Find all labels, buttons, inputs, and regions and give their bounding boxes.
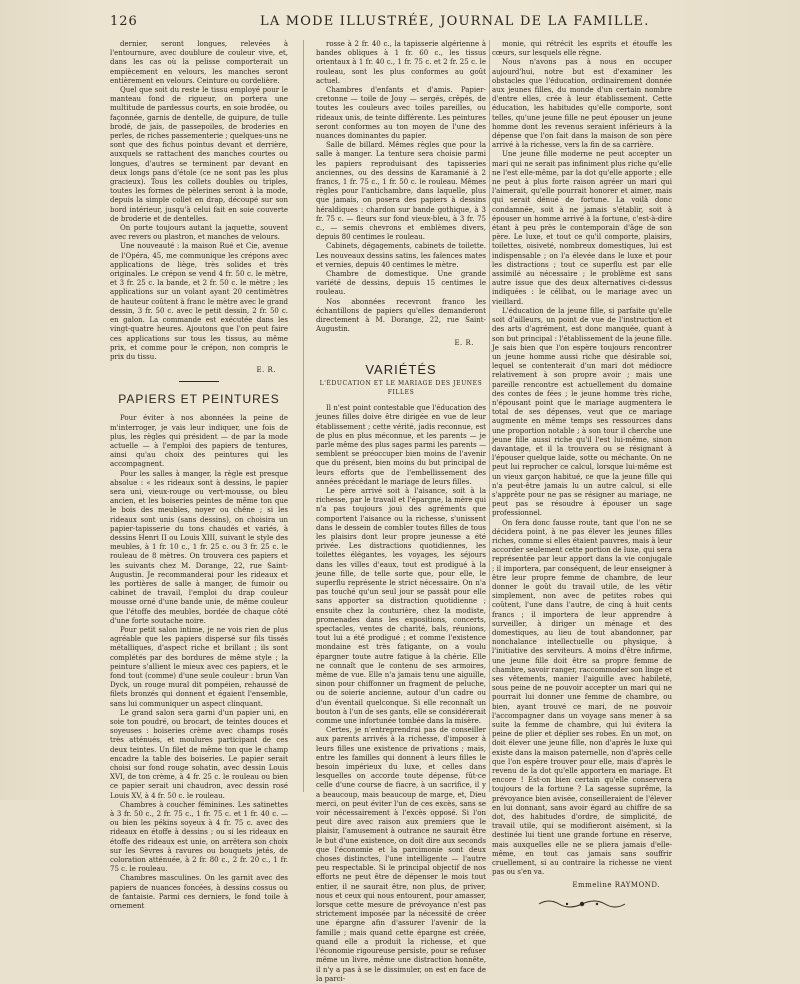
paragraph: Le grand salon sera garni d'un papier uni, en soie ton poudré, ou brocart, de teintes douces et soyeuses : boiseries crème avec champs rosés très atténués, et moulures participant de ces deux teintes. Un filet de même ton que le champ encadre la table des boiseries. Le papier serait choisi sur fond rouge sohatin, avec dessin Louis XVI, de ton crème, à 4 fr. 25 c. le rouleau ou bien ce papier serait uni chaudron, avec dessin rosé Louis XV, à 4 fr. 50 c. le rouleau. bbox=[110, 708, 288, 800]
paragraph: On fera donc fausse route, tant que l'on ne se décidera point, à ne pas élever les jeunes filles riches, comme si elles étaient pauvres, mais à leur accorder seulement cette portion de luxe, qui sera représentée par leur apport dans la vie conjugale ; il importera, par conséquent, de leur enseigner à être leur propre femme de chambre, de leur donner le goût du travail utile, de les vêtir simplement, non avec de petites robes qui coûtent, l'une dans l'autre, de cinq à huit cents francs ; il importera de leur apprendre à surveiller, à diriger un ménage et des domestiques, au lieu de tout abandonner, par nonchalance intellectuelle ou physique, à l'initiative des serviteurs. A moins d'être infirme, une jeune fille doit être sa propre femme de chambre, savoir ranger, raccommoder son linge et ses vêtements, manier l'aiguille avec habileté, sous peine de ne pouvoir accepter un mari qui ne pourrait lui donner une femme de chambre, ou bien, ayant trouvé ce mari, de ne pouvoir l'accompagner dans un voyage sans mener à sa suite la femme de chambre, qui lui évitera la peine de plier et déplier ses robes. En un mot, on doit élever une jeune fille, non d'après le luxe qui existe dans la maison paternelle, non d'après celle que l'on espère trouver pour elle, mais d'après le revenu de la dot qu'elle apportera en mariage. Et encore ! Est-on bien certain qu'elle conservera toujours de la fortune ? La sagesse suprême, la prévoyance bien avisée, conseilleraient de l'élever en lui donnant, sans avoir égard au chiffre de sa dot, des habitudes d'ordre, de simplicité, de travail utile, qui se modifieront aisément, si la destinée lui tient une grande fortune en réserve, mais auxquelles elle ne se pliera jamais d'elle-même, en tout cas jamais sans souffrir cruellement, si au contraire la richesse ne vient pas ou s'en va. bbox=[492, 518, 672, 877]
paragraph: Cabinets, dégagements, cabinets de toilette. Les nouveaux dessins satins, les faïences mates et vernies, depuis 40 centimes le mètre. bbox=[316, 242, 486, 269]
column-3 bbox=[492, 40, 672, 890]
paragraph: On porte toujours autant la jaquette, souvent avec revers ou plastron, et manches de velours. bbox=[110, 224, 288, 242]
paragraph: Certes, je n'entreprendrai pas de conseiller aux parents arrivés à la richesse, d'imposer à leurs filles une existence de privations ; mais, entre les familles qui donnent à leurs filles le besoin impérieux du luxe, et celles dans lesquelles on accorde toute dépense, fût-ce celle d'une course de fiacre, à un sacrifice, il y a beaucoup, mais beaucoup de marge, et, Dieu merci, on peut éviter l'un de ces excès, sans se voir nécessairement à l'excès opposé. Si l'on peut dire avec raison aux premiers que le plaisir, l'amusement à outrance ne saurait être le but d'une existence, on doit dire aux seconds que l'économie et la parcimonie sont deux choses distinctes, l'une intelligente — l'autre peu respectable. Si le principal objectif de nos efforts ne peut être de dépenser le mois tout entier, il ne saurait être, non plus, de priver, nous et ceux qui nous entourent, pour amasser, lorsque cette mesure de prévoyance n'est pas strictement imposée par la nécessité de créer une épargne afin d'assurer l'avenir de la famille ; mais quand cette épargne est créée, quand elle a produit la richesse, et que l'économie rigoureuse persiste, pour se refuser même un livre, même une distraction honnête, il n'y a pas à se le dissimuler, on est en face de la parci- bbox=[316, 726, 486, 983]
separator-rule bbox=[179, 381, 219, 382]
ornament-icon bbox=[537, 897, 627, 911]
signature: E. R. bbox=[454, 338, 474, 347]
column-1 bbox=[110, 40, 288, 911]
paragraph: Chambres masculines. On les garnit avec des papiers de nuances foncées, à dessins cossus ou de fantaisie. Parmi ces derniers, le fond toile à ornement bbox=[110, 874, 288, 911]
paragraph: Chambre de domestique. Une grande variété de dessins, depuis 15 centimes le rouleau. bbox=[316, 270, 486, 297]
running-header bbox=[110, 14, 700, 30]
page-number: 126 bbox=[110, 14, 138, 29]
section-title-papiers: PAPIERS ET PEINTURES bbox=[118, 392, 280, 407]
paragraph: L'éducation de la jeune fille, si parfaite qu'elle soit d'ailleurs, un point de vue de l'instruction et des arts d'agrément, est donc manquée, quant à son but principal : l'établissement de la jeune fille. Je sais bien que l'on espère toujours rencontrer un jeune homme aussi riche que désirable soi, lequel se contenterait d'un mari dot médiocre relativement à son propre avoir ; mais une pareille rencontre est actuellement du domaine des contes de fées ; le jeune homme très riche, n'épousant point que le mariage augmentera le total de ses dépenses, veut que ce mariage augmente en même temps ses ressources dans une proportion notable ; à son tour il cherche une jeune fille aussi riche qu'il l'est lui-même, sinon davantage, et il la trouvera ou se résignant à l'épouser quelque laide, sotte ou méchante. On ne peut lui reprocher ce calcul, lorsque lui-même est un vieux garçon habitué, ce que la jeune fille qui n'a peut-être jamais lu un autre calcul, si elle s'apprête pour ne pas se résigner au mariage, ne peut pas se résoudre à épouser un sage professionnel. bbox=[492, 306, 672, 518]
paragraph: Quel que soit du reste le tissu employé pour le manteau fond de rigueur, on portera une multitude de pardessus courts, en soie brodée, ou façonnée, garnis de dentelle, de guipure, de tulle brodé, de jais, de passepoiles, de broderies en perles, de riches passementerie ; quelques-uns ne sont que des fichus pointus devant et derrière, auxquels se rattachent des manches courtes ou longues, d'autres se terminent par devant en deux longs pans d'étole (ce ne sont pas les plus gracieux). Tous les collets doubles ou triples, toutes les formes de pèlerines seront à la mode, depuis la simple collet en drap, découpé sur son bord intérieur, jusqu'à celui fait en soie couverte de broderie et de dentelles. bbox=[110, 86, 288, 223]
paragraph: Une jeune fille moderne ne peut accepter un mari qui ne serait pas infiniment plus riche qu'elle ne l'est elle-même, par la dot qu'elle apporte ; elle ne peut à plus forte raison agréer un mari qui l'aimerait, qu'elle pourrait honorer et aimer, mais qui serait dénué de fortune. La voilà donc condamnée, soit à ne jamais s'établir, soit à épouser un homme arrivé à la fortune, c'est-à-dire étant à peu près le contemporain d'âge de son père. Le luxe, et tout ce qu'il comporte, plaisirs, toilettes, oisiveté, nombreux domestiques, lui est indispensable ; on l'a élevée dans le luxe et pour les distractions ; tout ce superflu est par elle assimilé au nécessaire ; le problème est sans autre issue que des deux alternatives ci-dessus indiquées : le célibat, ou le mariage avec un vieillard. bbox=[492, 150, 672, 306]
paragraph: Pour les salles à manger, la règle est presque absolue : « les rideaux sont à dessins, le papier sera uni, vieux-rouge ou vert-mousse, ou bleu ancien, et les boiseries peintes de même ton que le bois des meubles, noyer ou chêne ; si les rideaux sont unis (sans dessins), on choisira un papier-tapisserie du tons chaudés et variés, à dessins Henri II ou Louis XIII, suivant le style des meubles, à 1 fr. 10 c., 1 fr. 25 c. ou 3 fr. 25 c. le rouleau de 8 mètres. On trouvera ces papiers et les suivants chez M. Dorange, 22, rue Saint-Augustin. Je recommanderai pour les rideaux et les portières de salle à manger, de fumoir ou cabinet de travail, l'emploi du drap couleur mousse orné d'une bande unie, de même couleur que l'étoffe des meubles, bordée de chaque côté d'une forte soutache noire. bbox=[110, 469, 288, 625]
column-rule bbox=[489, 40, 490, 792]
paragraph: rosse à 2 fr. 40 c., la tapisserie algérienne à bandes obliques à 1 fr. 60 c., les tissus orientaux à 1 fr. 40 c., 1 fr. 75 c. et 2 fr. 25 c. le rouleau, sont les plus conformes au goût actuel. bbox=[316, 40, 486, 85]
paragraph: Chambres d'enfants et d'amis. Papier-cretonne — toile de Jouy — sergés, crêpés, de toutes les couleurs avec toiles pareilles, ou rideaux unis, de teinte différente. Les peintures seront conformes au ton moyen de l'une des nuances dominantes du papier. bbox=[316, 86, 486, 141]
section-title-varietes: VARIÉTÉS bbox=[365, 361, 437, 377]
paragraph: Nous n'avons pas à nous en occuper aujourd'hui, notre but est d'examiner les obstacles que l'éducation, ordinairement donnée aux jeunes filles, du monde d'un certain nombre d'entre elles, crée à leur établissement. Cette éducation, les habitudes qu'elle comporte, sont telles, qu'une jeune fille ne peut épouser un jeune homme dont les revenus seraient inférieurs à la dépense que l'on fait dans la maison de son père arrivé à la richesse, vers la fin de sa carrière. bbox=[492, 58, 672, 150]
paragraph: Il n'est point contestable que l'éducation des jeunes filles doive être dirigée en vue de leur établissement ; cette vérité, jadis reconnue, est de plus en plus méconnue, et les parents — je parle même des plus sages parmi les parents — semblent se préoccuper bien moins de l'avenir que du présent, bien moins du but principal de leurs efforts que de l'embellissement des années précédant le mariage de leurs filles. bbox=[316, 404, 486, 486]
paragraph: Pour petit salon intime, je ne vois rien de plus agréable que les papiers dispersé sur fils tissés métalliques, d'aspect riche et brillant ; ils sont complétés par des bordures de même style ; la peinture s'allient le mieux avec ces papiers, et le fond tout (comme) d'une seule couleur : brun Van Dyck, un rouge mural dit pompéien, rehaussé de filets bronzés qui donnent et égaient l'ensemble, sans lui communiquer un aspect clinquant. bbox=[110, 625, 288, 708]
paragraph: Nos abonnées recevront franco les échantillons de papiers qu'elles demanderont directement à M. Dorange, 22, rue Saint-Augustin. bbox=[316, 297, 486, 334]
paragraph: dernier, seront longues, relevées à l'entournure, avec doublure de couleur vive, et, dans les cas où la pelisse comporterait un empiècement en velours, les manches seront entièrement en velours. Ceinture ou cordelière. bbox=[110, 40, 288, 85]
paragraph: Salle de billard. Mêmes règles que pour la salle à manger. La tenture sera choisie parmi les papiers reproduisant des tapisseries anciennes, ou des dessins de Karamanié à 2 francs, 1 fr. 75 c., 1 fr. 50 c. le rouleau. Mêmes règles pour l'antichambre, dans laquelle, plus que jamais, on posera des papiers à dessins héraldiques : chardon sur bande gothique, à 3 fr. 75 c. — fleurs sur fond vieux-bleu, à 3 fr. 75 c., — semis chevrons et emblèmes divers, depuis 80 centimes le rouleau. bbox=[316, 141, 486, 242]
paragraph: Une nouveauté : la maison Rué et Cie, avenue de l'Opéra, 45, me communique les crépons avec applications de liège, très solides et très originales. Le crépon se vend 4 fr. 50 c. le mètre, et 3 fr. 25 c. la bande, et 2 fr. 50 c. le mètre ; les applications sur un volant ayant 20 centimètres de hauteur coûtent à franc le mètre avec le grand dessin, 3 fr. 50 c. avec le petit dessin, 2 fr. 50 c. en galon. La commande est exécutée dans les vingt-quatre heures. Ajoutons que l'on peut faire ces applications sur tous les tissus, au même prix, et comme pour le crépon, non compris le prix du tissu. bbox=[110, 242, 288, 361]
section-subtitle: L'ÉDUCATION ET LE MARIAGE DES JEUNES FILLES bbox=[319, 379, 483, 396]
column-2 bbox=[316, 40, 486, 983]
paragraph: Le père arrivé soit à l'aisance, soit à la richesse, par le travail et l'épargne, la mère qui n'a pas toujours joui des agréments que comportent l'aisance ou la richesse, s'unissent dans le dessein de combler toutes filles de tous les plaisirs dont leur propre jeunesse a été privée. Les distractions quotidiennes, les toilettes élégantes, les voyages, les séjours dans les villes d'eaux, tout est prodigué à la jeune fille, de telle sorte que, pour elle, le superflu représente le strict nécessaire. On n'a pas touché qu'un seul jour se passât pour elle sans apporter sa distraction quotidienne ; ensuite chez la couturière, chez la modiste, promenades dans les expositions, concerts, spectacles, ventes de charité, bals, réunions, tout lui a été prodigué ; et comme l'existence mondaine est très fatigante, on a voulu épargner toute autre fatigue à la chérie. Elle ne connaît que le contenu de ses armoires, même de vue. Elle n'a jamais tenu une aiguille, sinon pour chiffonner un fragment de peluche, ou de soierie ancienne, autour d'un cadre ou d'un éventail quelconque. Si elle reconnaît un bouton à l'un de ses gants, elle se considérerait comme une infortunée tombée dans la misère. bbox=[316, 486, 486, 726]
column-rule bbox=[303, 40, 304, 792]
signature: E. R. bbox=[256, 366, 276, 375]
journal-title: LA MODE ILLUSTRÉE, JOURNAL DE LA FAMILLE. bbox=[260, 14, 650, 29]
paragraph: monie, qui rétrécit les esprits et étouffe les cœurs, sur lesquels elle règne. bbox=[492, 40, 672, 58]
author-signature: Emmeline RAYMOND. bbox=[572, 881, 660, 890]
paragraph: Chambres à coucher féminines. Les satinettes à 3 fr. 50 c., 2 fr. 75 c., 1 fr. 75 c. et 1 fr. 40 c. — ou bien les pékins soyeux à 4 fr. 75 c. avec des rideaux en étoffe à dessins ; ou si les rideaux en étoffe des rideaux est unie, on arrêtera son choix sur les Sèvres à ravures ou bouquets jetés, de coloration atténuée, à 2 fr. 80 c., 2 fr. 20 c., 1 fr. 75 c. le rouleau. bbox=[110, 800, 288, 874]
paragraph: Pour éviter à nos abonnées la peine de m'interroger, je vais leur indiquer, une fois de plus, les règles qui président — de par la mode actuelle — à l'emploi des papiers de tentures, ainsi qu'au choix des peintures qui les accompagnent. bbox=[110, 414, 288, 469]
